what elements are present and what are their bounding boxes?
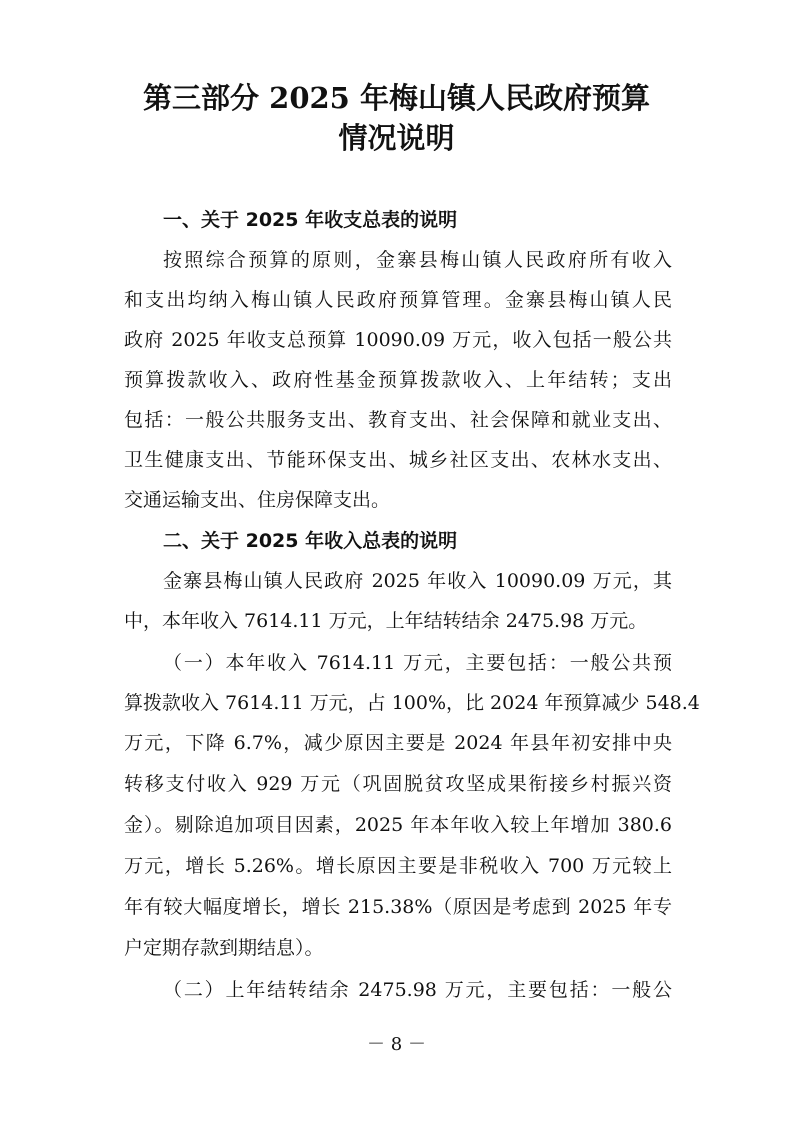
paragraph-line: 交通运输支出、住房保障支出。 — [124, 489, 391, 511]
paragraph-line: 转移支付收入 929 万元（巩固脱贫攻坚成果衔接乡村振兴资 — [124, 773, 672, 795]
page-number: － 8 － — [367, 1034, 426, 1055]
section-heading-income-summary: 二、关于 2025 年收入总表的说明 — [163, 530, 458, 552]
paragraph-line: 户定期存款到期结息）。 — [124, 937, 324, 959]
paragraph-line: 万元，下降 6.7%，减少原因主要是 2024 年县年初安排中央 — [124, 732, 672, 754]
document-title-line-2: 情况说明 — [338, 121, 455, 155]
paragraph-line: 和支出均纳入梅山镇人民政府预算管理。金寨县梅山镇人民 — [124, 289, 672, 311]
paragraph-line: 年有较大幅度增长，增长 215.38%（原因是考虑到 2025 年专 — [124, 896, 672, 918]
paragraph-line: 金寨县梅山镇人民政府 2025 年收入 10090.09 万元，其 — [163, 570, 672, 592]
paragraph-line: 算拨款收入 7614.11 万元，占 100%，比 2024 年预算减少 548.4 — [124, 692, 700, 714]
paragraph-line: （一）本年收入 7614.11 万元，主要包括：一般公共预 — [163, 652, 672, 674]
paragraph-line: 按照综合预算的原则，金寨县梅山镇人民政府所有收入 — [163, 249, 672, 271]
paragraph-line: 万元，增长 5.26%。增长原因主要是非税收入 700 万元较上 — [124, 855, 672, 877]
document-title-line-1: 第三部分 2025 年梅山镇人民政府预算 — [143, 81, 650, 115]
paragraph-line: 预算拨款收入、政府性基金预算拨款收入、上年结转；支出 — [124, 369, 672, 391]
section-heading-income-expenditure-summary: 一、关于 2025 年收支总表的说明 — [163, 209, 458, 231]
paragraph-line: 中，本年收入 7614.11 万元，上年结转结余 2475.98 万元。 — [124, 610, 648, 632]
paragraph-line: 政府 2025 年收支总预算 10090.09 万元，收入包括一般公共 — [124, 329, 672, 351]
paragraph-line: 卫生健康支出、节能环保支出、城乡社区支出、农林水支出、 — [124, 449, 672, 471]
paragraph-line: （二）上年结转结余 2475.98 万元，主要包括：一般公 — [163, 979, 672, 1001]
paragraph-line: 包括：一般公共服务支出、教育支出、社会保障和就业支出、 — [124, 409, 672, 431]
paragraph-line: 金）。剔除追加项目因素，2025 年本年收入较上年增加 380.6 — [124, 814, 672, 836]
